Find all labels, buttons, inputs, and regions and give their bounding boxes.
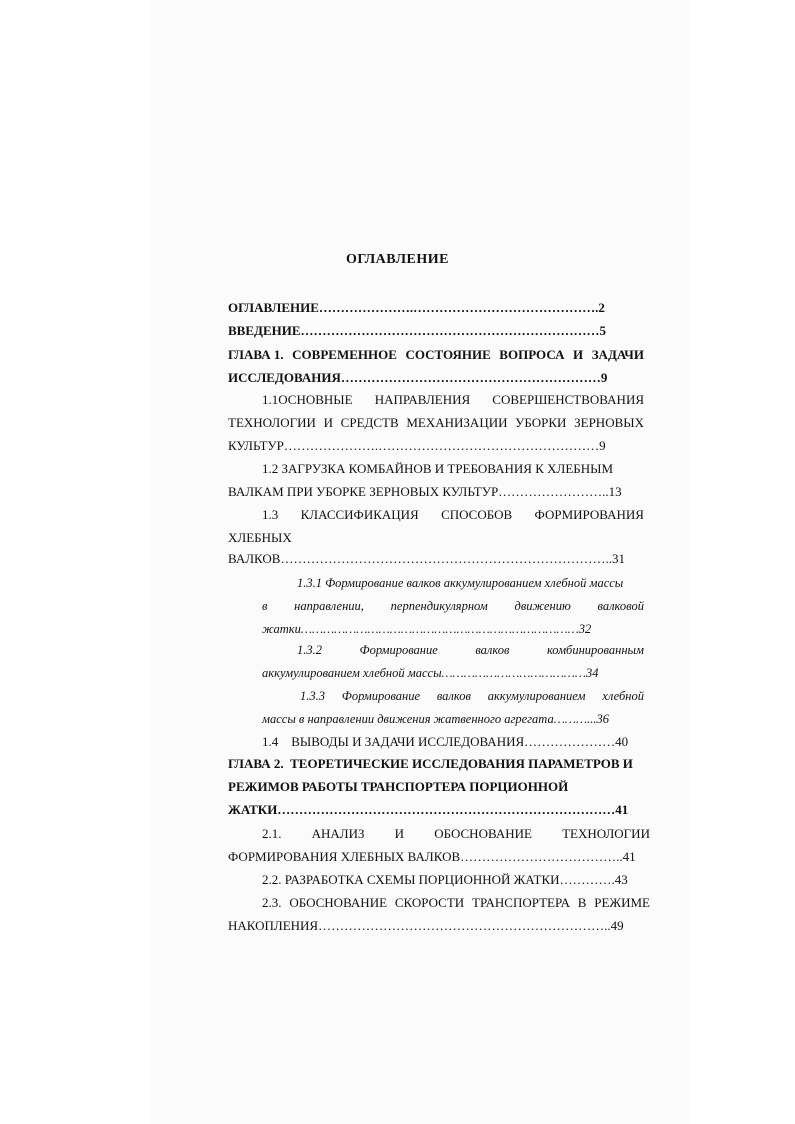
toc-entry-1-3-1-line2[interactable]: в направлении, перпендикулярном движению валковой (262, 599, 644, 613)
toc-entry-1-4[interactable]: 1.4 ВЫВОДЫ И ЗАДАЧИ ИССЛЕДОВАНИЯ…………………40 (262, 734, 629, 749)
toc-entry-1-3-line2[interactable]: ХЛЕБНЫХ (228, 530, 292, 545)
toc-entry-1-1-line2[interactable]: ТЕХНОЛОГИИ И СРЕДСТВ МЕХАНИЗАЦИИ УБОРКИ ЗЕРНОВЫХ (228, 415, 644, 430)
toc-entry-1-3-1-line1[interactable]: 1.3.1 Формирование валков аккумулированием хлебной массы (297, 576, 624, 590)
toc-entry-2-2[interactable]: 2.2. РАЗРАБОТКА СХЕМЫ ПОРЦИОННОЙ ЖАТКИ………….43 (262, 872, 628, 887)
toc-entry-2-1-line1[interactable]: 2.1. АНАЛИЗ И ОБОСНОВАНИЕ ТЕХНОЛОГИИ (262, 826, 650, 841)
toc-entry-introduction[interactable]: ВВЕДЕНИЕ……………………………………………………………5 (228, 323, 607, 338)
toc-entry-1-3-1-line3[interactable]: жатки…………………………………………………………………32 (262, 622, 592, 636)
toc-entry-1-3-3-line2[interactable]: массы в направлении движения жатвенного агрегата………...36 (262, 712, 609, 726)
toc-entry-1-3-3-line1[interactable]: 1.3.3 Формирование валков аккумулированием хлебной (300, 689, 644, 703)
toc-entry-1-2-line2[interactable]: ВАЛКАМ ПРИ УБОРКЕ ЗЕРНОВЫХ КУЛЬТУР……………………..13 (228, 484, 622, 499)
toc-entry-chapter1-line1[interactable]: ГЛАВА 1. СОВРЕМЕННОЕ СОСТОЯНИЕ ВОПРОСА И ЗАДАЧИ (228, 347, 644, 362)
toc-entry-1-3-2-line1[interactable]: 1.3.2 Формирование валков комбинированным (297, 643, 644, 657)
toc-entry-contents[interactable]: ОГЛАВЛЕНИЕ………………….…………………………………….2 (228, 300, 605, 315)
toc-entry-chapter2-line2[interactable]: РЕЖИМОВ РАБОТЫ ТРАНСПОРТЕРА ПОРЦИОННОЙ (228, 779, 569, 794)
toc-entry-1-2-line1[interactable]: 1.2 ЗАГРУЗКА КОМБАЙНОВ И ТРЕБОВАНИЯ К ХЛЕБНЫМ (262, 461, 614, 476)
page-title: ОГЛАВЛЕНИЕ (346, 252, 449, 267)
toc-entry-2-3-line1[interactable]: 2.3. ОБОСНОВАНИЕ СКОРОСТИ ТРАНСПОРТЕРА В РЕЖИМЕ (262, 895, 650, 910)
toc-entry-chapter1-line2[interactable]: ИССЛЕДОВАНИЯ……………………………………………………9 (228, 370, 608, 385)
toc-entry-1-1-line3[interactable]: КУЛЬТУР………………….……………………………………………9 (228, 438, 606, 453)
toc-entry-chapter2-line3[interactable]: ЖАТКИ……………………………………………………………………41 (228, 802, 629, 817)
toc-entry-1-3-line1[interactable]: 1.3 КЛАССИФИКАЦИЯ СПОСОБОВ ФОРМИРОВАНИЯ (262, 507, 644, 522)
toc-entry-2-1-line2[interactable]: ФОРМИРОВАНИЯ ХЛЕБНЫХ ВАЛКОВ………………………………..41 (228, 849, 636, 864)
toc-entry-1-3-2-line2[interactable]: аккумулированием хлебной массы…………………………………34 (262, 666, 599, 680)
toc-entry-2-3-line2[interactable]: НАКОПЛЕНИЯ…………………………………………………………..49 (228, 918, 624, 933)
toc-entry-1-1-line1[interactable]: 1.1ОСНОВНЫЕ НАПРАВЛЕНИЯ СОВЕРШЕНСТВОВАНИЯ (262, 392, 644, 407)
toc-entry-chapter2-line1[interactable]: ГЛАВА 2. ТЕОРЕТИЧЕСКИЕ ИССЛЕДОВАНИЯ ПАРАМЕТРОВ И (228, 756, 633, 771)
toc-entry-1-3-line3[interactable]: ВАЛКОВ…………………………………………………………………..31 (228, 551, 625, 566)
